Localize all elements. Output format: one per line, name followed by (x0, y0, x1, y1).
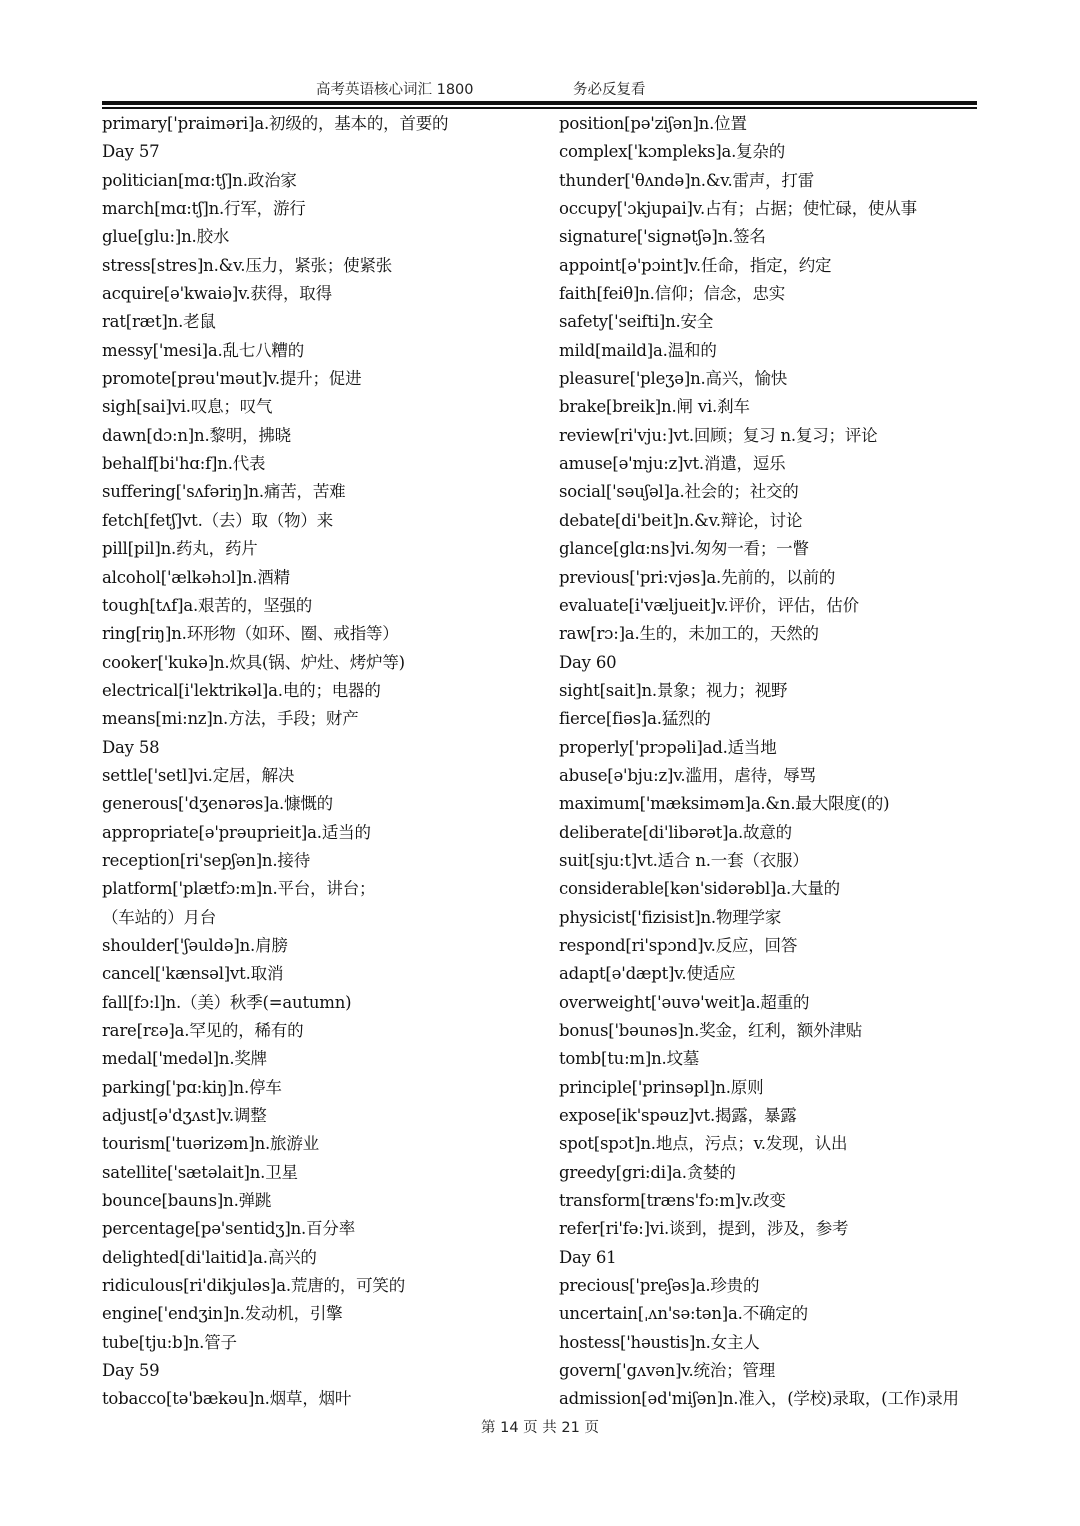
vocab-entry: Day 58 (102, 737, 160, 757)
vocab-entry: means[mi:nz]n.方法，手段；财产 (102, 709, 359, 729)
vocab-entry: social['səuʃəl]a.社会的；社交的 (559, 482, 799, 502)
vocab-entry: tube[tju:b]n.管子 (102, 1332, 237, 1352)
vocab-entry: uncertain[ˌʌn'sə:tən]a.不确定的 (559, 1304, 808, 1324)
vocab-entry: position[pə'ziʃən]n.位置 (559, 114, 747, 133)
vocab-entry: pleasure['pleʒə]n.高兴，愉快 (559, 369, 788, 389)
vocab-entry: evaluate[i'væljueit]v.评价，评估，估价 (559, 595, 859, 615)
vocab-entry: review[ri'vju:]vt.回顾；复习 n.复习；评论 (559, 425, 878, 445)
vocab-entry: glue[glu:]n.胶水 (102, 227, 230, 247)
vocab-entry: sigh[sai]vi.叹息；叹气 (102, 397, 273, 417)
vocab-entry: behalf[bi'hɑ:f]n.代表 (102, 454, 266, 474)
vocab-entry: delighted[di'laitid]a.高兴的 (102, 1247, 317, 1267)
vocab-entry: spot[spɔt]n.地点，污点；v.发现，认出 (559, 1134, 848, 1154)
vocab-entry: shoulder['ʃəuldə]n.肩膀 (102, 935, 288, 955)
vocab-entry: pill[pil]n.药丸，药片 (102, 539, 258, 559)
vocab-entry: cancel['kænsəl]vt.取消 (102, 964, 284, 984)
left-column (102, 110, 542, 1414)
vocab-entry: Day 57 (102, 142, 160, 162)
vocab-entry: settle['setl]vi.定居，解决 (102, 765, 295, 785)
header-rule-thick (102, 101, 977, 105)
vocab-entry: precious['preʃəs]a.珍贵的 (559, 1276, 760, 1296)
vocab-entry: refer[ri'fə:]vi.谈到，提到，涉及，参考 (559, 1219, 849, 1239)
vocab-entry: ridiculous[ri'dikjuləs]a.荒唐的，可笑的 (102, 1276, 406, 1296)
vocab-entry: rare[rɛə]a.罕见的，稀有的 (102, 1021, 304, 1040)
vocab-entry: stress[stres]n.&v.压力，紧张；使紧张 (102, 255, 393, 275)
vocab-entry: thunder['θʌndə]n.&v.雷声，打雷 (559, 170, 815, 190)
vocab-entry: expose[ik'spəuz]vt.揭露，暴露 (559, 1106, 797, 1126)
vocab-entry: ring[riŋ]n.环形物（如环、圈、戒指等） (102, 624, 399, 644)
vocab-entry: overweight['əuvə'weit]a.超重的 (559, 992, 810, 1012)
vocab-entry: considerable[kən'sidərəbl]a.大量的 (559, 879, 840, 899)
vocab-entry: admission[əd'miʃən]n.准入，(学校)录取，(工作)录用 (559, 1389, 959, 1409)
vocab-entry: march[mɑ:tʃ]n.行军，游行 (102, 199, 306, 219)
vocab-entry: adjust[ə'dʒʌst]v.调整 (102, 1106, 267, 1126)
page-footer: 第 14 页 共 21 页 (481, 1420, 599, 1436)
vocab-entry: promote[prəu'məut]v.提升；促进 (102, 369, 362, 389)
vocab-entry: reception[ri'sepʃən]n.接待 (102, 850, 311, 870)
vocab-entry: tough[tʌf]a.艰苦的，坚强的 (102, 595, 313, 615)
vocab-entry: primary['praiməri]a.初级的，基本的，首要的 (102, 114, 449, 133)
vocab-entry: cooker['kukə]n.炊具(锅、炉灶、烤炉等) (102, 652, 405, 672)
vocab-entry: fall[fɔ:l]n.（美）秋季(=autumn) (102, 992, 352, 1012)
vocab-entry: Day 59 (102, 1361, 160, 1381)
vocab-entry: engine['endʒin]n.发动机，引擎 (102, 1304, 343, 1324)
vocab-entry: mild[maild]a.温和的 (559, 340, 717, 360)
vocab-entry: hostess['həustis]n.女主人 (559, 1332, 760, 1352)
vocab-entry: dawn[dɔ:n]n.黎明，拂晓 (102, 425, 291, 445)
vocab-entry: suffering['sʌfəriŋ]n.痛苦，苦难 (102, 482, 346, 502)
vocab-entry: debate[di'beit]n.&v.辩论，讨论 (559, 510, 803, 530)
vocab-entry: greedy[gri:di]a.贪婪的 (559, 1162, 736, 1182)
vocab-entry: alcohol['ælkəhɔl]n.酒精 (102, 567, 290, 587)
vocab-entry: adapt[ə'dæpt]v.使适应 (559, 964, 736, 984)
header-rule-thin (102, 107, 977, 109)
vocab-entry: faith[feiθ]n.信仰；信念，忠实 (559, 284, 786, 304)
vocab-entry: parking['pɑ:kiŋ]n.停车 (102, 1077, 282, 1097)
vocab-entry: occupy['ɔkjupai]v.占有；占据；使忙碌，使从事 (559, 199, 917, 219)
vocab-entry: politician[mɑ:tʃ]n.政治家 (102, 170, 297, 190)
vocab-entry: acquire[ə'kwaiə]v.获得，取得 (102, 284, 332, 304)
header-note: 务必反复看 (573, 82, 646, 98)
vocab-entry: appropriate[ə'prəuprieit]a.适当的 (102, 822, 371, 842)
vocab-entry: brake[breik]n.闸 vi.刹车 (559, 397, 750, 417)
vocab-entry: （车站的）月台 (102, 907, 217, 927)
vocab-entry: rat[ræt]n.老鼠 (102, 312, 216, 332)
right-column (559, 110, 979, 1414)
vocab-entry: respond[ri'spɔnd]v.反应，回答 (559, 935, 798, 955)
vocab-entry: generous['dʒenərəs]a.慷慨的 (102, 794, 333, 814)
vocab-entry: govern['gʌvən]v.统治；管理 (559, 1361, 776, 1381)
vocab-entry: raw[rɔ:]a.生的，未加工的，天然的 (559, 624, 819, 644)
vocab-entry: amuse[ə'mju:z]vt.消遣，逗乐 (559, 454, 786, 474)
vocab-entry: sight[sait]n.景象；视力；视野 (559, 680, 788, 700)
vocab-entry: Day 61 (559, 1247, 617, 1267)
vocab-entry: abuse[ə'bju:z]v.滥用，虐待，辱骂 (559, 765, 816, 785)
vocab-entry: previous['pri:vjəs]a.先前的，以前的 (559, 567, 836, 587)
vocab-entry: suit[sju:t]vt.适合 n.一套（衣服） (559, 850, 809, 870)
vocab-entry: appoint[ə'pɔint]v.任命，指定，约定 (559, 255, 832, 275)
header-title: 高考英语核心词汇 1800 (316, 82, 474, 98)
vocab-entry: transform[træns'fɔ:m]v.改变 (559, 1191, 786, 1211)
vocab-entry: satellite['sætəlait]n.卫星 (102, 1162, 298, 1182)
vocab-entry: platform['plætfɔ:m]n.平台，讲台； (102, 879, 376, 899)
vocab-entry: complex['kɔmpleks]a.复杂的 (559, 142, 786, 162)
vocab-entry: deliberate[di'libərət]a.故意的 (559, 822, 792, 842)
vocab-entry: tourism['tuərizəm]n.旅游业 (102, 1134, 319, 1154)
vocab-entry: percentage[pə'sentidʒ]n.百分率 (102, 1219, 355, 1239)
vocab-entry: properly['prɔpəli]ad.适当地 (559, 737, 777, 757)
vocab-entry: medal['medəl]n.奖牌 (102, 1049, 267, 1069)
vocab-entry: bounce[bauns]n.弹跳 (102, 1191, 272, 1211)
vocab-entry: messy['mesi]a.乱七八糟的 (102, 340, 305, 360)
vocab-entry: signature['signətʃə]n.签名 (559, 227, 766, 247)
vocab-entry: fierce[fiəs]a.猛烈的 (559, 709, 711, 729)
vocab-entry: safety['seifti]n.安全 (559, 312, 714, 332)
vocab-entry: tobacco[tə'bækəu]n.烟草，烟叶 (102, 1389, 352, 1409)
vocab-entry: physicist['fizisist]n.物理学家 (559, 907, 782, 927)
page-header (0, 78, 1080, 100)
vocab-entry: glance[glɑ:ns]vi.匆匆一看；一瞥 (559, 539, 809, 559)
vocab-entry: maximum['mæksiməm]a.&n.最大限度(的) (559, 794, 890, 814)
vocab-entry: bonus['bəunəs]n.奖金，红利，额外津贴 (559, 1021, 863, 1040)
vocab-entry: tomb[tu:m]n.坟墓 (559, 1049, 700, 1069)
vocab-entry: principle['prinsəpl]n.原则 (559, 1077, 764, 1097)
vocab-entry: fetch[fetʃ]vt.（去）取（物）来 (102, 510, 334, 530)
vocab-entry: Day 60 (559, 652, 617, 672)
vocab-entry: electrical[i'lektrikəl]a.电的；电器的 (102, 680, 381, 700)
